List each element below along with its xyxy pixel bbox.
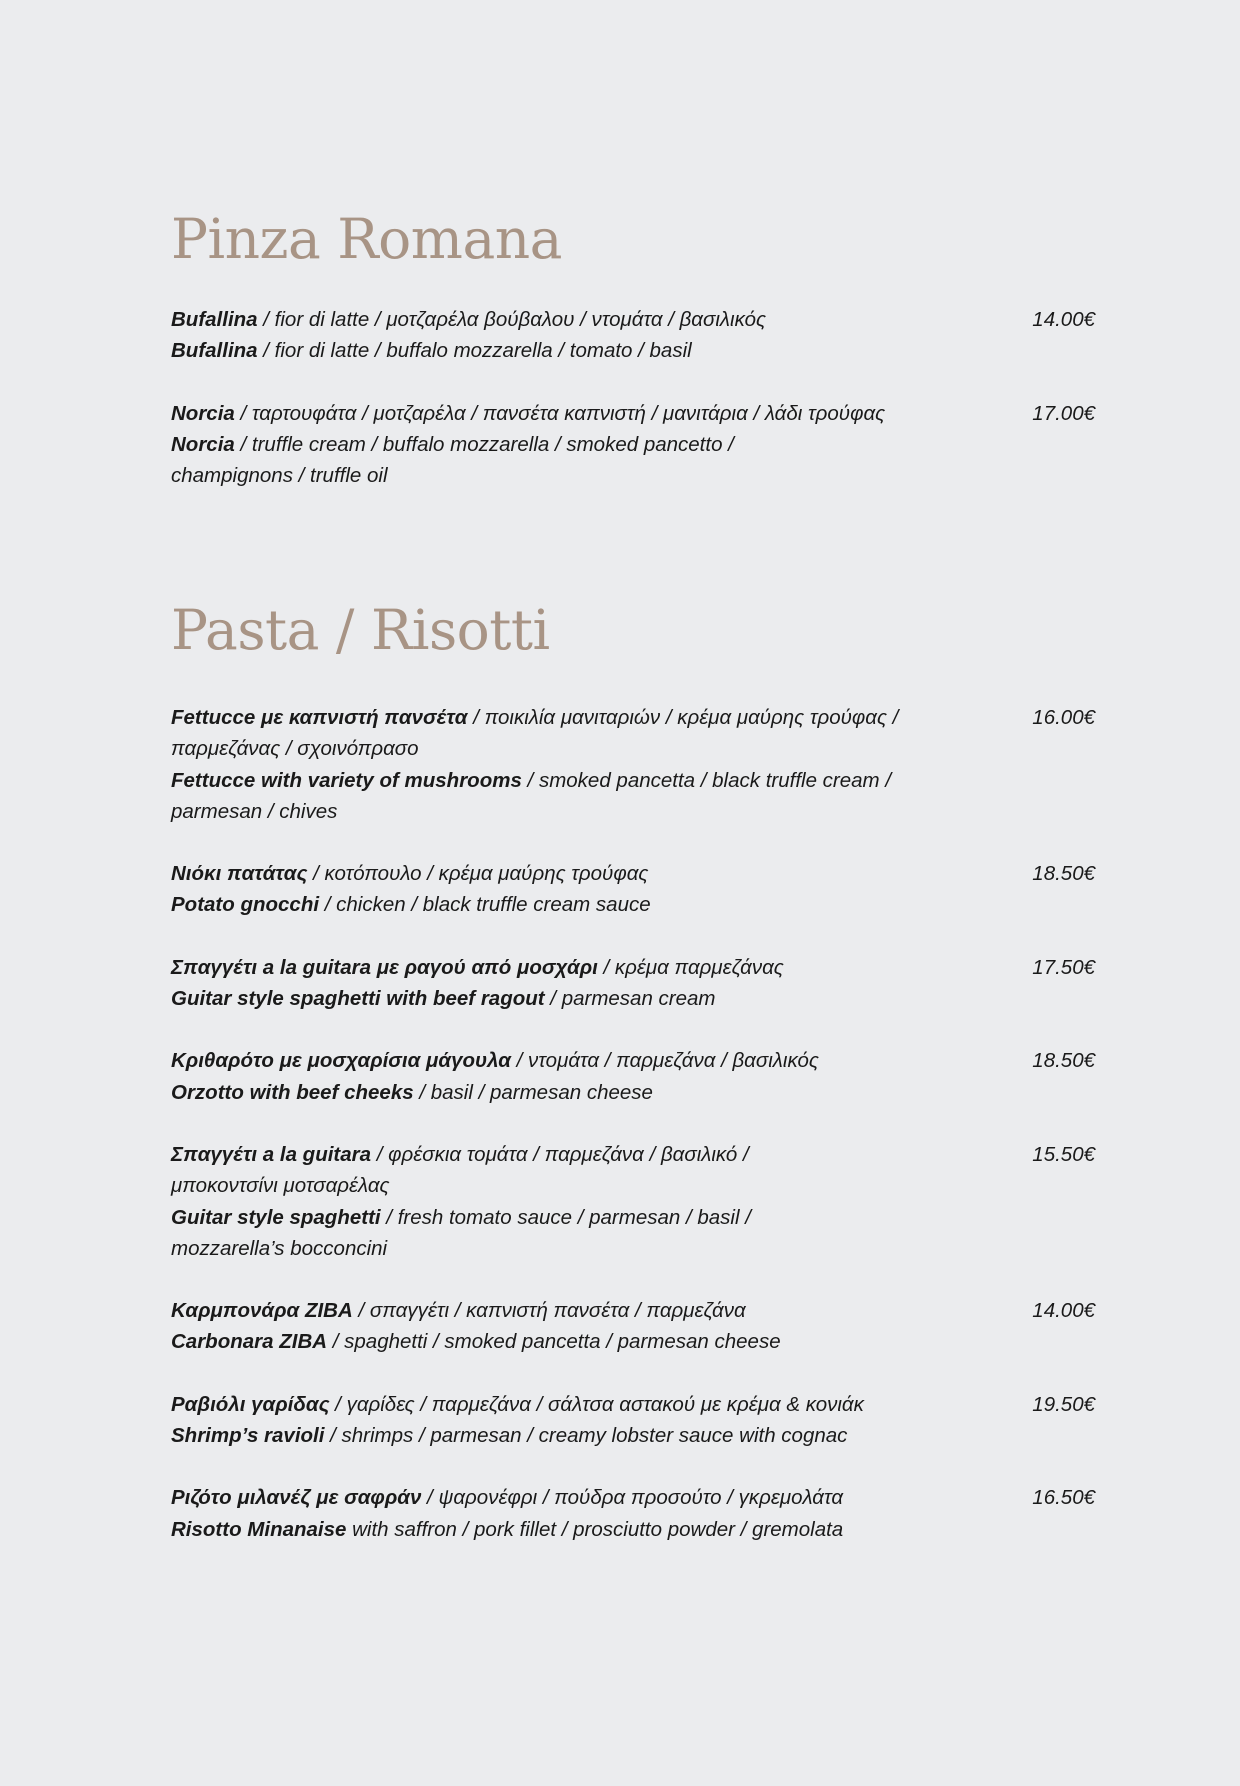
item-name-en: Carbonara ZIBA xyxy=(171,1330,328,1354)
item-desc-en: with saffron / pork fillet / prosciutto powder / gremolata xyxy=(346,1517,844,1541)
item-price: 19.50€ xyxy=(1032,1392,1095,1416)
item-desc-en: / truffle cream / buffalo mozzarella / smoked pancetto / champignons / truffle oil xyxy=(171,432,734,488)
item-desc-gr: / ποικιλία μανιταριών / κρέμα μαύρης τρούφας / παρμεζάνας / σχοινόπρασο xyxy=(171,706,899,761)
english-line xyxy=(171,1514,961,1545)
english-line xyxy=(171,983,961,1014)
item-price: 17.50€ xyxy=(1032,955,1095,979)
item-desc-gr: / φρέσκια τομάτα / παρμεζάνα / βασιλικό / μποκοντσίνι μοτσαρέλας xyxy=(171,1142,749,1198)
menu-items xyxy=(171,304,1095,491)
item-desc-en: / fior di latte / buffalo mozzarella / tomato / basil xyxy=(257,339,692,363)
item-name-gr: Σπαγγέτι a la guitara με ραγού από μοσχάρι xyxy=(171,955,598,979)
greek-line xyxy=(171,702,961,765)
english-line xyxy=(171,1077,961,1108)
item-desc-gr: / γαρίδες / παρμεζάνα / σάλτσα αστακού με κρέμα & κονιάκ xyxy=(329,1392,864,1416)
item-name-en: Bufallina xyxy=(171,339,258,363)
item-desc-en: / spaghetti / smoked pancetta / parmesan cheese xyxy=(327,1330,781,1354)
greek-line xyxy=(171,858,961,889)
menu-item xyxy=(171,1295,1095,1358)
item-desc-en: / parmesan cream xyxy=(544,987,716,1011)
section-pinza-romana xyxy=(171,207,1095,522)
item-desc-gr: / ψαρονέφρι / πούδρα προσούτο / γκρεμολάτα xyxy=(421,1486,844,1510)
item-price: 14.00€ xyxy=(1032,308,1095,331)
english-line xyxy=(171,1326,961,1357)
item-name-gr: Fettucce με καπνιστή πανσέτα xyxy=(171,706,468,729)
item-desc-en: / basil / parmesan cheese xyxy=(413,1080,653,1104)
menu-item xyxy=(171,858,1095,921)
item-desc-gr: / σπαγγέτι / καπνιστή πανσέτα / παρμεζάνα xyxy=(352,1299,746,1323)
item-desc-gr: / fior di latte / μοτζαρέλα βούβαλου / ντομάτα / βασιλικός xyxy=(257,308,766,331)
section-title: Pasta / Risotti xyxy=(171,598,550,662)
menu-item xyxy=(171,952,1095,1015)
menu-item xyxy=(171,1045,1095,1108)
item-name-en: Potato gnocchi xyxy=(171,893,320,917)
menu-item xyxy=(171,1389,1095,1452)
greek-line xyxy=(171,1482,961,1513)
menu-items xyxy=(171,702,1095,1545)
item-name-gr: Νιόκι πατάτας xyxy=(171,862,308,886)
item-name-gr: Κριθαρότο με μοσχαρίσια μάγουλα xyxy=(171,1049,511,1073)
english-line xyxy=(171,1420,961,1451)
item-desc-en: / shrimps / parmesan / creamy lobster sauce with cognac xyxy=(324,1424,848,1448)
item-name-en: Shrimp’s ravioli xyxy=(171,1424,325,1448)
item-price: 15.50€ xyxy=(1032,1142,1095,1166)
item-name-gr: Ριζότο μιλανέζ με σαφράν xyxy=(171,1486,422,1510)
item-name-en: Fettucce with variety of mushrooms xyxy=(171,768,522,792)
item-name-gr: Σπαγγέτι a la guitara xyxy=(171,1142,372,1166)
menu-item xyxy=(171,1139,1095,1264)
english-line xyxy=(171,889,961,920)
item-desc-en: / smoked pancetta / black truffle cream / parmesan / chives xyxy=(171,768,892,823)
menu-item xyxy=(171,702,1095,827)
item-desc-gr: / ταρτουφάτα / μοτζαρέλα / πανσέτα καπνιστή / μανιτάρια / λάδι τρούφας xyxy=(234,401,886,425)
item-price: 16.50€ xyxy=(1032,1486,1095,1510)
item-desc-en: / chicken / black truffle cream sauce xyxy=(319,893,651,917)
item-name-en: Norcia xyxy=(171,432,235,456)
item-name-en: Guitar style spaghetti xyxy=(171,1205,381,1229)
item-price: 17.00€ xyxy=(1032,401,1095,425)
greek-line xyxy=(171,1045,961,1076)
item-name-gr: Ραβιόλι γαρίδας xyxy=(171,1392,330,1416)
greek-line xyxy=(171,304,961,335)
item-desc-gr: / κοτόπουλο / κρέμα μαύρης τρούφας xyxy=(307,862,649,886)
item-name-en: Orzotto with beef cheeks xyxy=(171,1080,414,1104)
menu-item xyxy=(171,398,1095,492)
item-name-gr: Norcia xyxy=(171,401,235,425)
section-pasta-risotti xyxy=(171,598,1095,1576)
item-price: 18.50€ xyxy=(1032,1049,1095,1073)
menu-item xyxy=(171,1482,1095,1545)
item-price: 18.50€ xyxy=(1032,862,1095,886)
menu-item xyxy=(171,304,1095,367)
english-line xyxy=(171,335,961,366)
section-title: Pinza Romana xyxy=(171,207,562,271)
item-desc-gr: / κρέμα παρμεζάνας xyxy=(597,955,784,979)
greek-line xyxy=(171,1139,821,1202)
greek-line xyxy=(171,1389,961,1420)
item-name-gr: Καρμπονάρα ZIBA xyxy=(171,1299,353,1323)
english-line xyxy=(171,429,801,492)
item-price: 16.00€ xyxy=(1032,706,1095,729)
greek-line xyxy=(171,1295,961,1326)
item-name-gr: Bufallina xyxy=(171,308,258,331)
english-line xyxy=(171,1202,821,1265)
item-name-en: Guitar style spaghetti with beef ragout xyxy=(171,987,545,1011)
item-desc-gr: / ντομάτα / παρμεζάνα / βασιλικός xyxy=(510,1049,819,1073)
item-price: 14.00€ xyxy=(1032,1299,1095,1323)
item-desc-en: / fresh tomato sauce / parmesan / basil / mozzarella’s bocconcini xyxy=(171,1205,751,1260)
english-line xyxy=(171,765,941,828)
greek-line xyxy=(171,398,961,429)
item-name-en: Risotto Minanaise xyxy=(171,1517,347,1541)
greek-line xyxy=(171,952,961,983)
